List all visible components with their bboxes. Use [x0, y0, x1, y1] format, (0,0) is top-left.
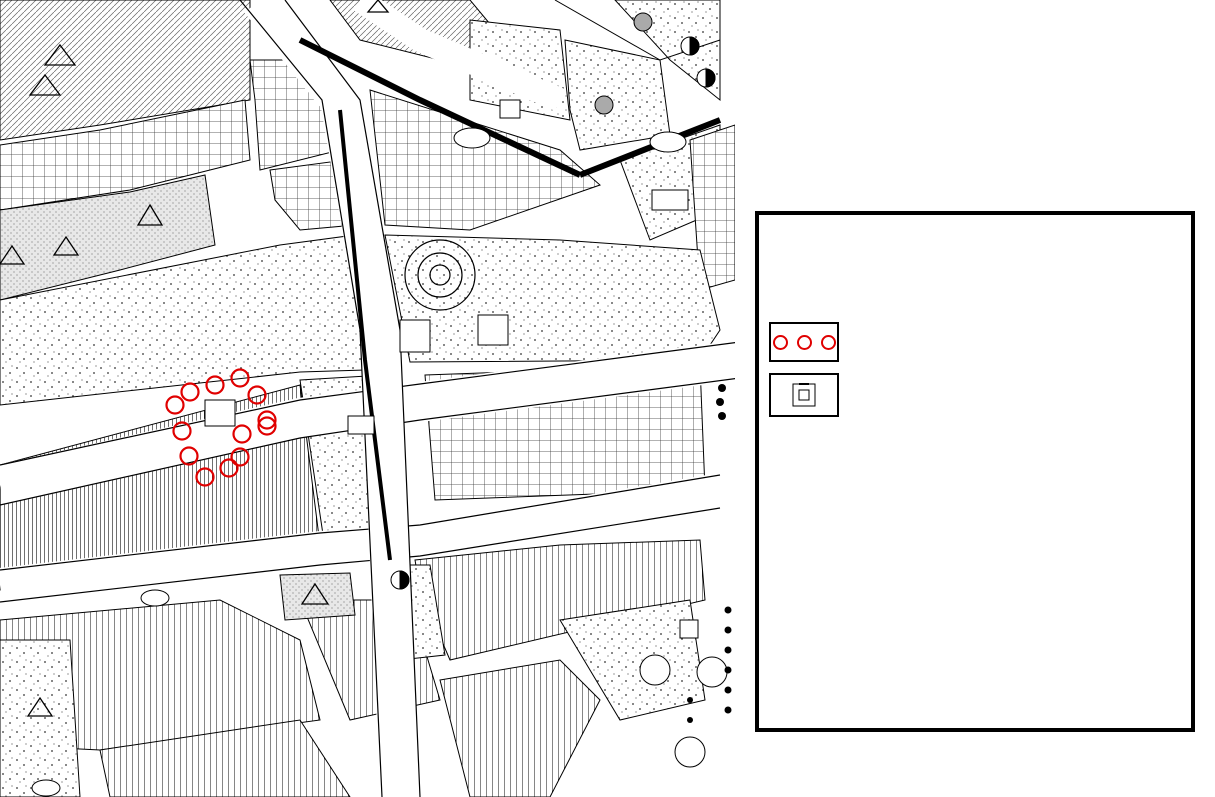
red-circle-icon [797, 335, 812, 350]
red-circle-icon [821, 335, 836, 350]
red-circle-icon [773, 335, 788, 350]
legend-symbol-boundary [769, 322, 839, 362]
legend-panel [755, 211, 1195, 732]
health-facility-icon [771, 375, 837, 415]
legend-symbol-health [769, 373, 839, 417]
